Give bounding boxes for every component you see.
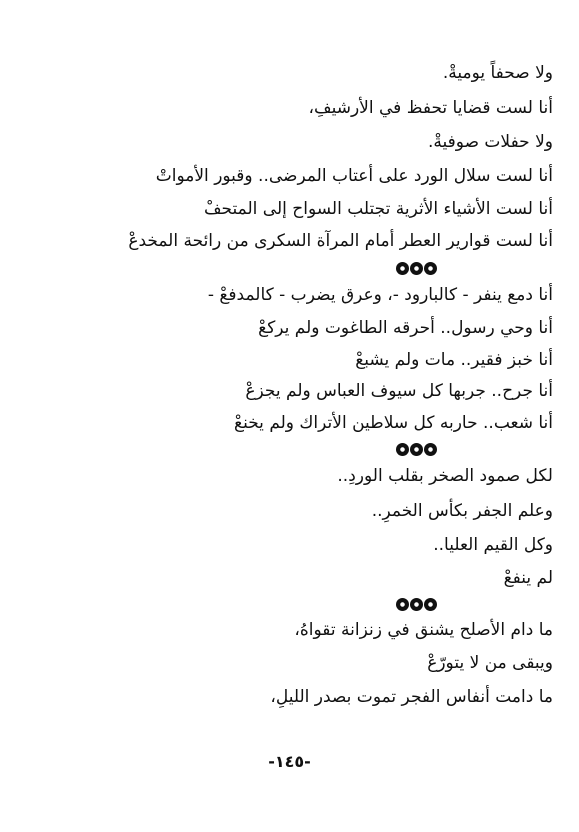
verse-line: أنا لست قوارير العطر أمام المرآة السكرى من رائحة المخدعْ: [128, 231, 553, 251]
verse-line: لم ينفعْ: [503, 568, 553, 588]
flower-ornament-icon: [410, 262, 423, 275]
verse-line: ولا حفلات صوفيةْ.: [428, 132, 553, 152]
verse-line: أنا لست سلال الورد على أعتاب المرضى.. وقبور الأمواتْ: [155, 166, 553, 186]
page-number: -١٤٥-: [268, 752, 311, 771]
flower-ornament-icon: [424, 443, 437, 456]
flower-ornament-icon: [424, 598, 437, 611]
section-separator: [396, 598, 437, 611]
verse-line: أنا لست الأشياء الأثرية تجتلب السواح إلى المتحفْ: [203, 199, 553, 219]
verse-line: لكل صمود الصخر بقلب الوردِ..: [337, 466, 553, 486]
verse-line: أنا جرح.. جربها كل سيوف العباس ولم يجزعْ: [245, 381, 553, 401]
verse-line: أنا خبز فقير.. مات ولم يشبعْ: [355, 350, 553, 370]
flower-ornament-icon: [396, 598, 409, 611]
flower-ornament-icon: [424, 262, 437, 275]
verse-line: وكل القيم العليا..: [433, 535, 553, 555]
section-separator: [396, 443, 437, 456]
verse-line: أنا وحي رسول.. أحرقه الطاغوت ولم يركعْ: [258, 318, 553, 338]
flower-ornament-icon: [396, 443, 409, 456]
verse-line: وعلم الجفر بكأس الخمرِ..: [371, 501, 553, 521]
flower-ornament-icon: [396, 262, 409, 275]
flower-ornament-icon: [410, 598, 423, 611]
verse-line: أنا دمع ينفر - كالبارود -، وعرق يضرب - كالمدفعْ -: [207, 285, 553, 305]
verse-line: ولا صحفاً يوميةْ.: [442, 63, 553, 83]
verse-line: ما دامت أنفاس الفجر تموت بصدر الليلِ،: [270, 687, 553, 707]
section-separator: [396, 262, 437, 275]
verse-line: أنا لست قضايا تحفظ في الأرشيفِ،: [308, 98, 553, 118]
flower-ornament-icon: [410, 443, 423, 456]
verse-line: أنا شعب.. حاربه كل سلاطين الأتراك ولم يخنعْ: [234, 413, 553, 433]
verse-line: ويبقى من لا يتورّعْ: [427, 653, 553, 673]
verse-line: ما دام الأصلح يشنق في زنزانة تقواهُ،: [294, 620, 553, 640]
